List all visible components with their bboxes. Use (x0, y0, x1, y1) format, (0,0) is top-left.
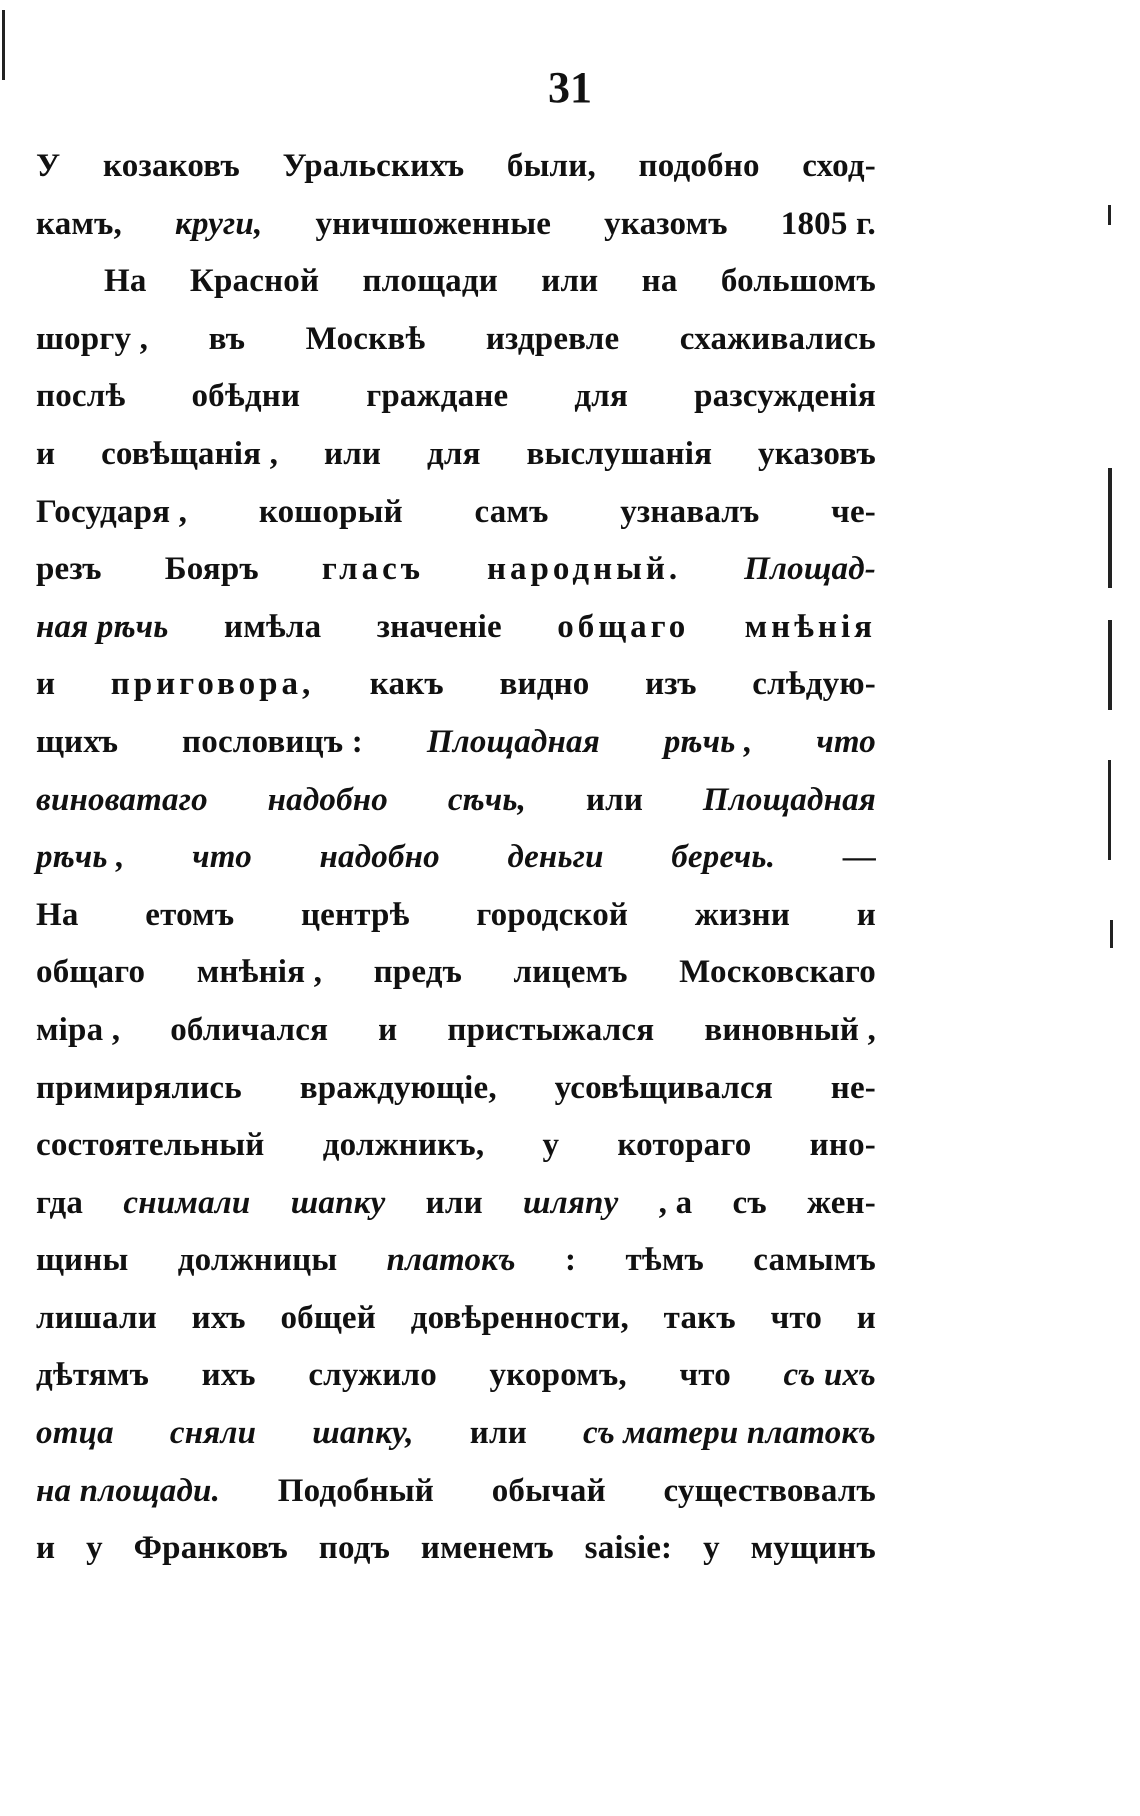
scan-mark (1108, 468, 1112, 588)
text-line (36, 1530, 876, 1588)
word: обѣдни (191, 378, 301, 415)
word: и (36, 1530, 56, 1567)
word: рѣчь , (36, 839, 125, 876)
word: или (323, 435, 382, 472)
word: Уральскихъ (282, 148, 465, 184)
word: камъ, (36, 205, 122, 242)
word: указовъ (758, 435, 876, 472)
word: какъ (369, 666, 444, 703)
word: для (427, 435, 481, 472)
word: съ матери платокъ (582, 1415, 876, 1452)
text-line (36, 1415, 876, 1473)
word: изъ (645, 666, 697, 703)
word: центрѣ (300, 896, 410, 933)
word: отца (36, 1415, 114, 1452)
word: шапку, (312, 1415, 414, 1452)
word: самымъ (753, 1242, 876, 1279)
word: міра , (36, 1011, 121, 1048)
text-line (36, 206, 876, 264)
word: Площадная (702, 781, 876, 818)
word: Москвѣ (305, 320, 426, 357)
word: кругu, (175, 205, 263, 242)
word: тѣмъ (625, 1242, 704, 1279)
word: слѣдую- (752, 666, 876, 703)
word: и (856, 896, 876, 933)
word: беречь. (671, 839, 776, 876)
word: у (703, 1530, 720, 1567)
text-line (36, 494, 876, 552)
text-line (36, 148, 876, 206)
word: должникъ, (322, 1127, 485, 1164)
word: пословицъ : (182, 723, 363, 760)
word: у (542, 1127, 560, 1164)
text-line (36, 1300, 876, 1358)
word: Государя , (36, 493, 188, 530)
word: лишали (36, 1299, 157, 1336)
word: Красной (189, 263, 320, 300)
word: Подобный (277, 1472, 435, 1509)
text-line (36, 378, 876, 436)
word: шапку (290, 1184, 386, 1221)
word: усовѣщивался (554, 1069, 773, 1106)
text-line (36, 1012, 876, 1070)
word: самъ (474, 493, 549, 530)
word: етомъ (145, 896, 235, 933)
page-number: 31 (548, 63, 592, 112)
word: щихъ (36, 723, 119, 760)
text-line (36, 1357, 876, 1415)
scan-mark (2, 10, 5, 80)
word: состоятельный (36, 1127, 265, 1164)
word: должницы (177, 1242, 338, 1279)
word: въ (208, 320, 246, 357)
word: — (842, 839, 876, 876)
word: На (36, 896, 79, 933)
word: или (469, 1415, 527, 1452)
word: ихъ (191, 1299, 246, 1336)
word: виновный , (704, 1011, 876, 1048)
word: сход- (802, 148, 876, 184)
word: послѣ (36, 378, 126, 415)
word: и (378, 1011, 398, 1048)
word: значеніе (376, 608, 502, 645)
word: , а (658, 1184, 693, 1221)
text-line (36, 724, 876, 782)
word: для (574, 378, 629, 415)
word: мущинъ (750, 1530, 876, 1567)
word: жизни (694, 896, 791, 933)
word: или (425, 1184, 483, 1221)
word: служило (308, 1357, 437, 1394)
word: общей (280, 1299, 376, 1336)
word: на (641, 263, 678, 300)
text-line (36, 839, 876, 897)
word: кошорый (258, 493, 403, 530)
word: пристыжался (447, 1011, 655, 1048)
word: или (585, 781, 644, 818)
word: примирялись (36, 1069, 242, 1106)
word: ихъ (201, 1357, 256, 1394)
word: шляпу (523, 1184, 619, 1221)
word: обличался (170, 1011, 329, 1048)
word: были, (506, 148, 596, 184)
text-line (36, 954, 876, 1012)
text-line (36, 321, 876, 379)
word: такъ (663, 1299, 736, 1336)
word: виноватаго (36, 781, 208, 818)
word: довѣренности, (410, 1299, 629, 1336)
word: шоргу , (36, 320, 149, 357)
word: именемъ (420, 1530, 554, 1567)
word: Площадная (426, 723, 600, 760)
word: ная рѣчь (36, 608, 169, 645)
word: лицемъ (513, 954, 628, 991)
word: сѣчь, (447, 781, 527, 818)
word: что (192, 839, 252, 876)
text-line (36, 1070, 876, 1128)
word: мнѣнія (744, 608, 876, 645)
word: рѣчь , (663, 723, 753, 760)
word: приговора, (110, 666, 315, 703)
word: существовалъ (663, 1472, 876, 1509)
word: народный. (487, 551, 682, 588)
word: что (770, 1299, 823, 1336)
word: платокъ (386, 1242, 516, 1279)
word: видно (499, 666, 590, 703)
word: гда (36, 1184, 84, 1221)
word: подобно (638, 148, 760, 184)
word: надобно (267, 781, 388, 818)
word: что (816, 723, 876, 760)
word: Московскаго (679, 954, 876, 991)
text-line (36, 666, 876, 724)
word: совѣщанія , (101, 435, 279, 472)
word: имѣла (223, 608, 322, 645)
word: узнавалъ (620, 493, 760, 530)
word: че- (831, 493, 876, 530)
word: Площад- (744, 551, 876, 588)
word: на площади. (36, 1472, 221, 1509)
text-line (36, 1242, 876, 1300)
text-line (36, 1185, 876, 1243)
text-line (36, 1473, 876, 1531)
word: щины (36, 1242, 129, 1279)
text-line (36, 263, 876, 321)
word: и (36, 666, 56, 703)
word: деньги (507, 839, 604, 876)
text-line (36, 1127, 876, 1185)
word: дѣтямъ (36, 1357, 150, 1394)
word: котораго (617, 1127, 752, 1164)
word: козаковъ (103, 148, 240, 184)
word: подъ (318, 1530, 391, 1567)
word: враждующіе, (299, 1069, 497, 1106)
word: граждане (366, 378, 509, 415)
word: выслушанія (526, 435, 713, 472)
word: что (679, 1357, 731, 1394)
word: ино- (809, 1127, 876, 1164)
word: укоромъ, (489, 1357, 627, 1394)
word: Франковъ (133, 1530, 288, 1567)
scan-mark (1108, 760, 1111, 860)
word: съ ихъ (783, 1357, 876, 1394)
word: общаго (36, 954, 146, 991)
word: снимали (123, 1184, 251, 1221)
word: не- (830, 1069, 876, 1106)
text-line (36, 551, 876, 609)
scan-mark (1108, 620, 1112, 710)
word: или (541, 263, 599, 300)
word: жен- (807, 1184, 876, 1221)
word: городской (476, 896, 629, 933)
word: и (36, 435, 56, 472)
scan-mark (1110, 920, 1113, 948)
word: : (564, 1242, 577, 1279)
word: большомъ (720, 263, 876, 300)
text-line (36, 609, 876, 667)
scan-mark (1108, 205, 1111, 225)
word: предъ (373, 954, 463, 991)
word: 1805 г. (780, 205, 876, 242)
word: разсужденія (694, 378, 876, 415)
word: обычай (491, 1472, 606, 1509)
word: надобно (319, 839, 440, 876)
text-line (36, 782, 876, 840)
word: съ (732, 1184, 767, 1221)
word: площади (362, 263, 498, 300)
word: схаживались (679, 320, 876, 357)
word: указомъ (604, 205, 728, 242)
word: издревле (485, 320, 620, 357)
word: saisie: (584, 1530, 673, 1567)
word: У (36, 148, 61, 184)
word: резъ (36, 551, 102, 588)
word: общаго (557, 608, 690, 645)
word: и (856, 1299, 876, 1336)
word: мнѣнія , (196, 954, 323, 991)
word: уничшоженные (315, 205, 552, 242)
word: гласъ (321, 551, 425, 588)
word: сняли (169, 1415, 257, 1452)
text-line (36, 436, 876, 494)
word: Бояръ (164, 551, 259, 588)
text-body (36, 148, 876, 1588)
text-line (36, 897, 876, 955)
word: На (104, 263, 147, 300)
word: у (86, 1530, 103, 1567)
